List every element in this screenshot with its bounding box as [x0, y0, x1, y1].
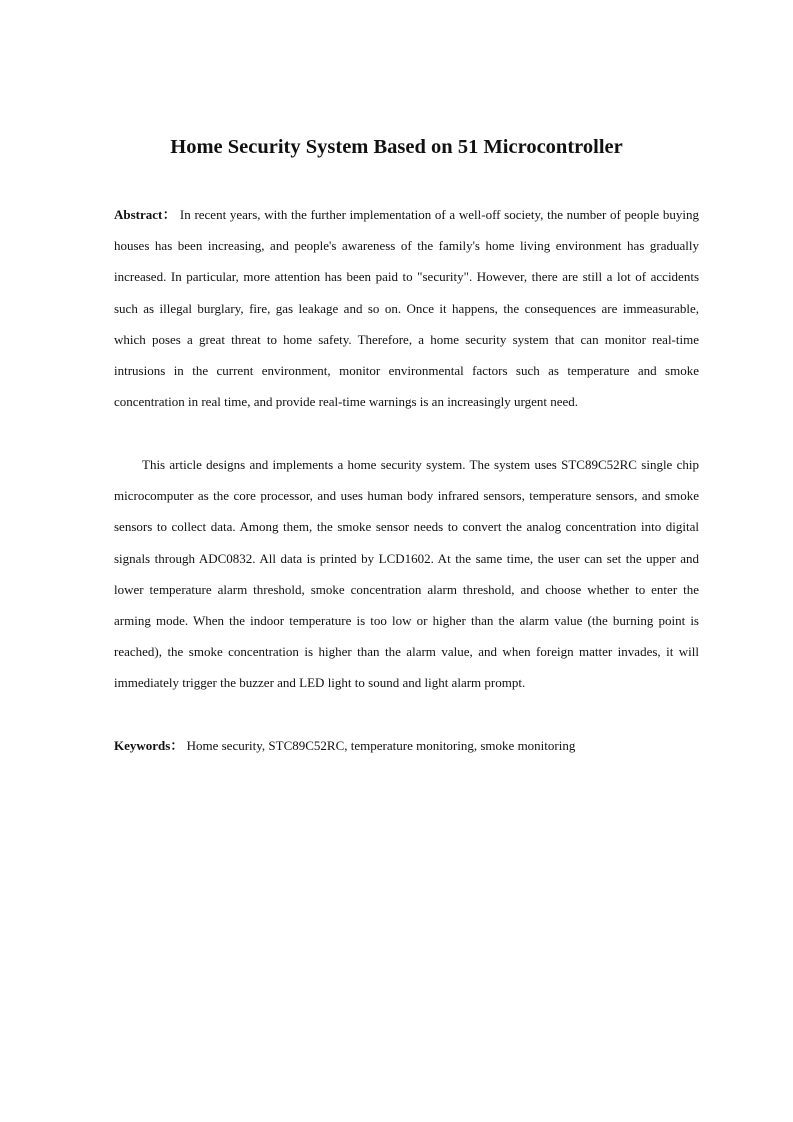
abstract-text: In recent years, with the further implementation of a well-off society, the number of people buying houses has been increasing, and people's awareness of the family's home living environment has gradually increased. In particular, more attention has been paid to "security". However, there are still a lot of accidents such as illegal burglary, fire, gas leakage and so on. Once it happens, the consequences are immeasurable, which poses a great threat to home safety. Therefore, a home security system that can monitor real-time intrusions in the current environment, monitor environmental factors such as temperature and smoke concentration in real time, and provide real-time warnings is an increasingly urgent need.	[114, 207, 699, 410]
keywords-text: Home security, STC89C52RC, temperature monitoring, smoke monitoring	[183, 738, 576, 753]
page-title: Home Security System Based on 51 Microcontroller	[170, 136, 623, 158]
keywords-paragraph	[114, 730, 699, 761]
keywords-label: Keywords：	[114, 738, 184, 753]
abstract-label: Abstract：	[114, 207, 177, 222]
body-paragraph: This article designs and implements a home security system. The system uses STC89C52RC single chip microcomputer as the core processor, and uses human body infrared sensors, temperature sensors, and smoke sensors to collect data. Among them, the smoke sensor needs to convert the analog concentration into digital signals through ADC0832. All data is printed by LCD1602. At the same time, the user can set the upper and lower temperature alarm threshold, smoke concentration alarm threshold, and choose whether to enter the arming mode. When the indoor temperature is too low or higher than the alarm value (the burning point is reached), the smoke concentration is higher than the alarm value, and when foreign matter invades, it will immediately trigger the buzzer and LED light to sound and light alarm prompt.	[114, 457, 699, 691]
abstract-paragraph	[114, 199, 699, 417]
